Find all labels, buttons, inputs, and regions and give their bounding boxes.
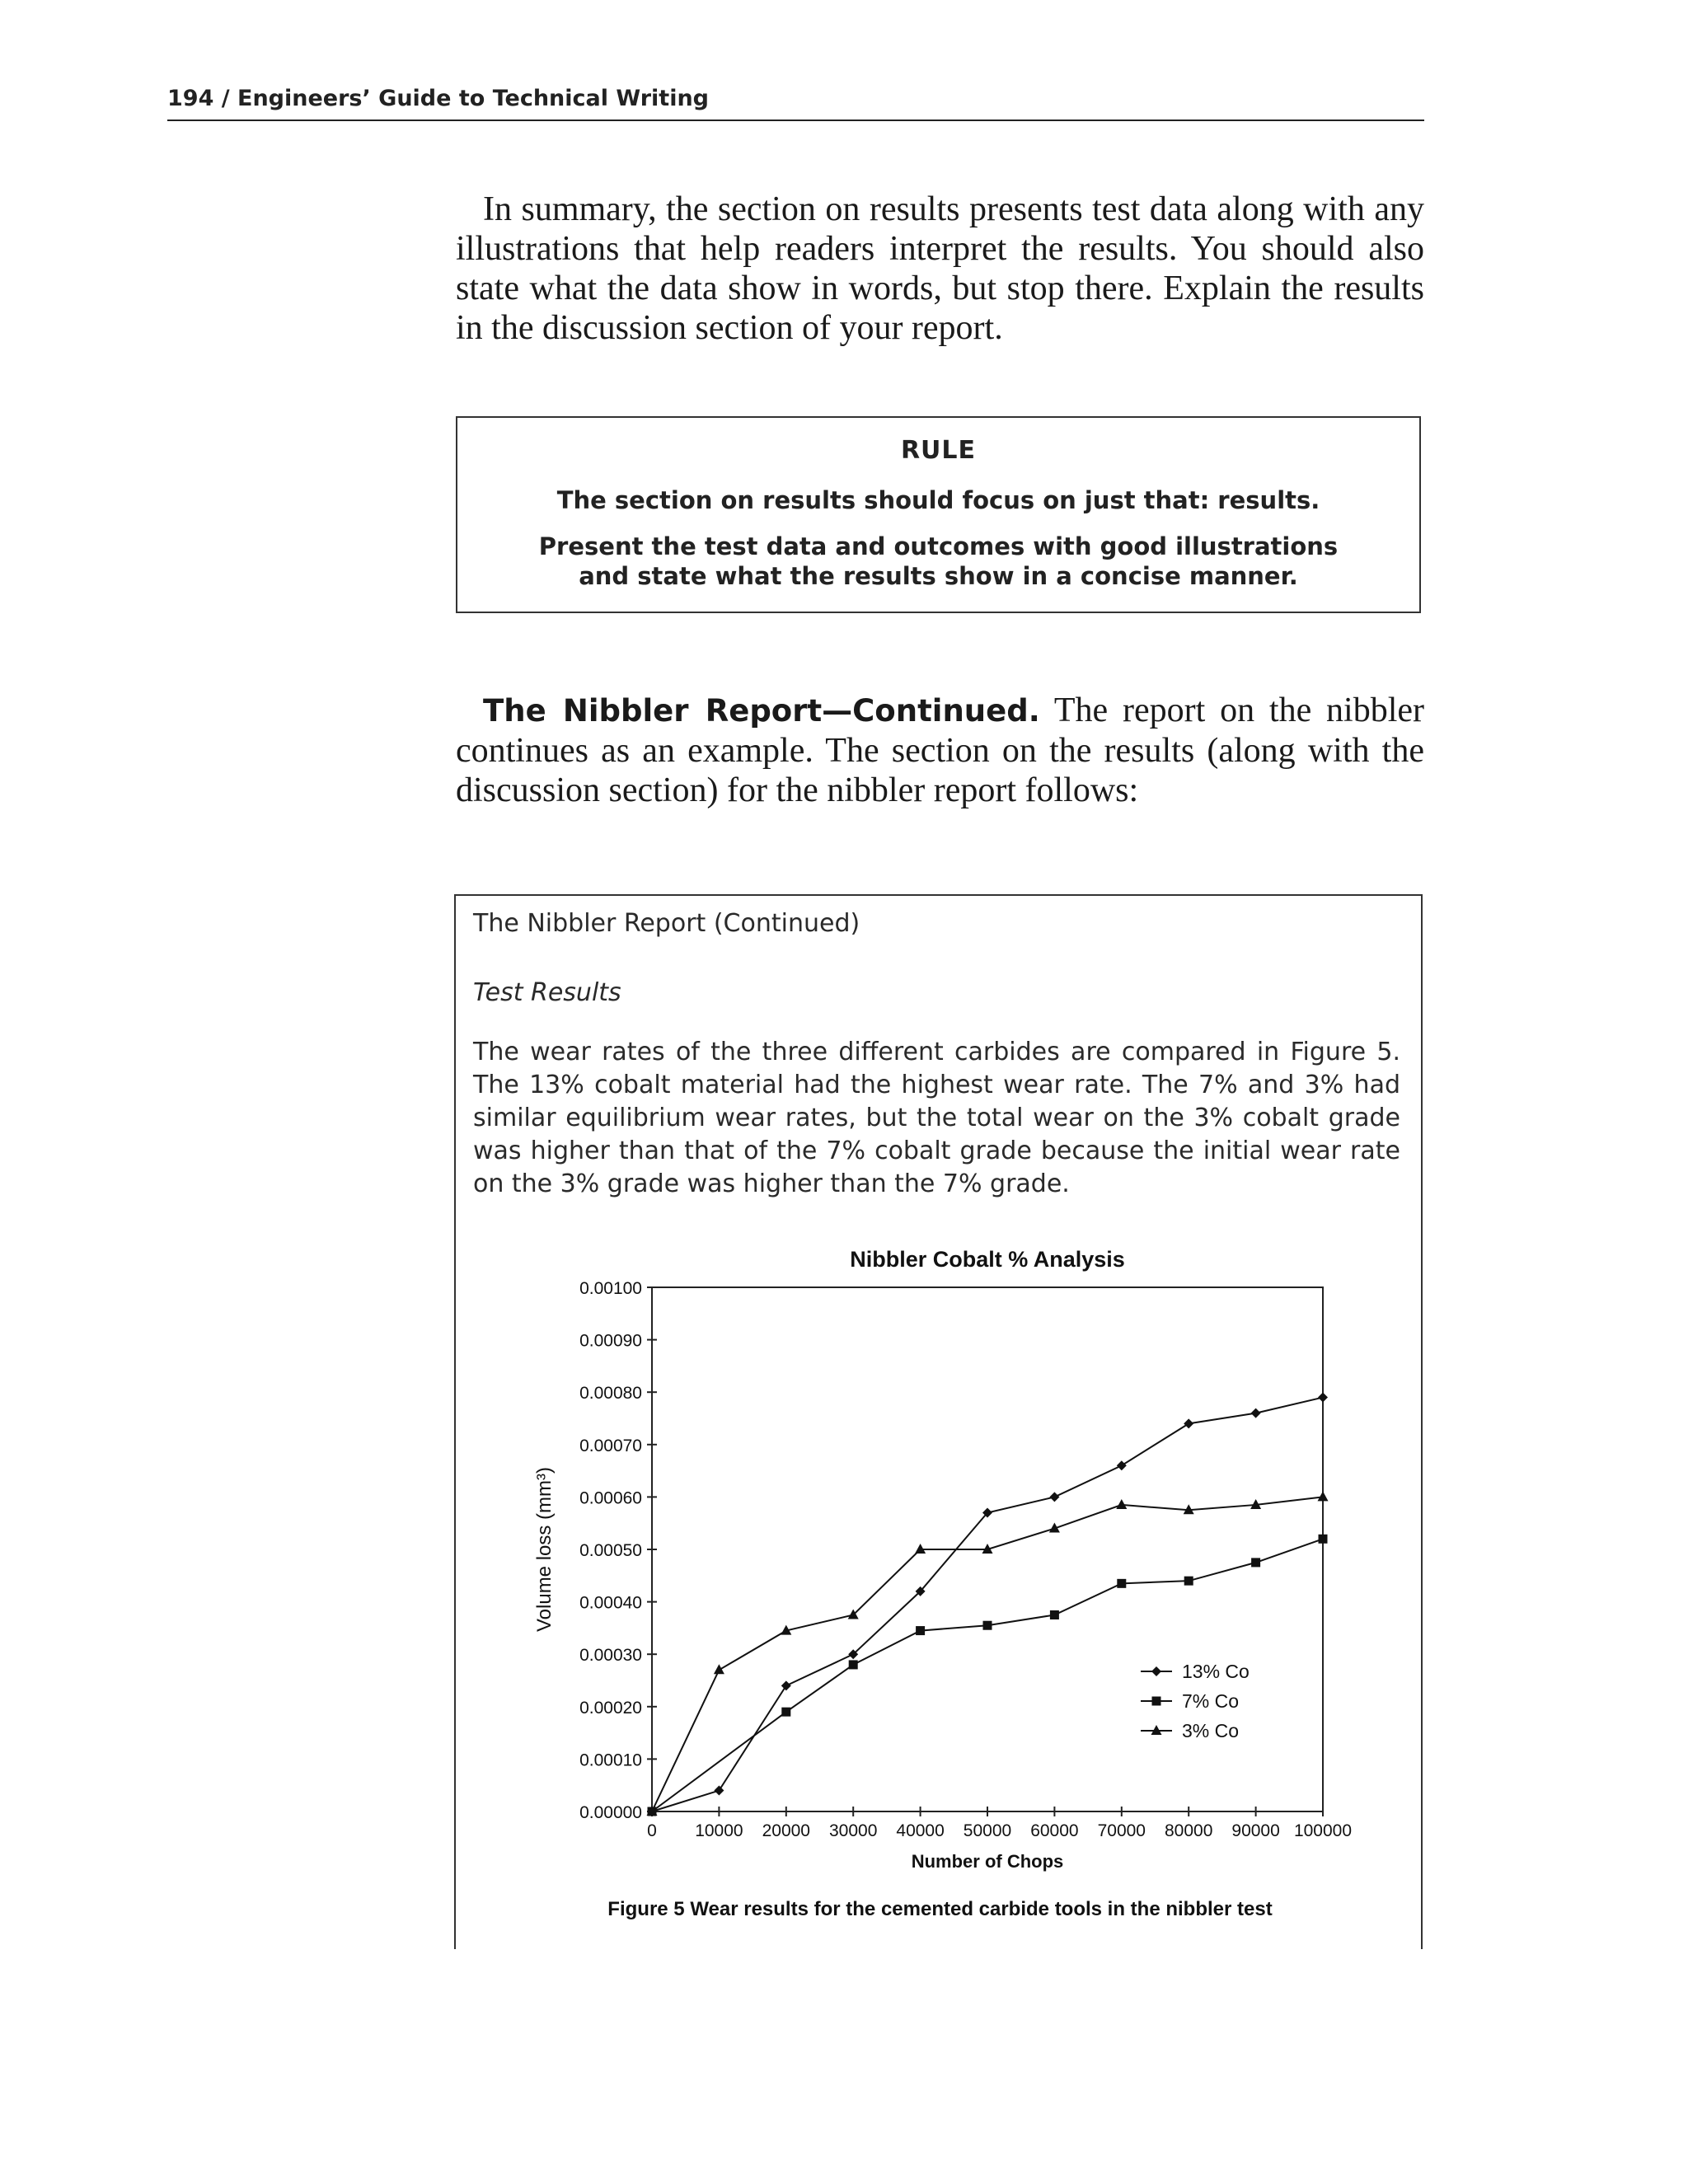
data-point-series-2 [1050,1610,1059,1619]
data-point-series-2 [849,1660,858,1669]
legend-label-2: 7% Co [1182,1690,1240,1712]
data-point-series-3 [1318,1491,1329,1501]
y-tick-label: 0.00090 [579,1331,642,1351]
x-tick-label: 90000 [1231,1821,1280,1840]
y-tick-label: 0.00060 [579,1488,642,1508]
report-subheading: Test Results [473,978,621,1007]
data-point-series-1 [781,1680,791,1690]
data-point-series-1 [1184,1418,1193,1428]
data-point-series-1 [1049,1492,1059,1502]
figure-caption: Figure 5 Wear results for the cemented carbide tools in the nibbler test [607,1898,1273,1920]
report-paragraph: The wear rates of the three different carbides are compared in Figure 5. The 13% cobalt material had the highest wear rate. The 7% and 3% had similar equilibrium wear rates, but the total wear on the 3% cobalt grade was higher than that of the 7% cobalt grade because the initial wear rate on the 3% grade was higher than the 7% grade. [473,1038,1400,1198]
x-axis-label: Number of Chops [911,1851,1064,1872]
x-tick-label: 70000 [1097,1821,1146,1840]
data-point-series-2 [781,1708,790,1717]
nibbler-intro-text: The report on the nibbler continues as an example. The section on the results (along with the discussion section) for the nibbler report follows: [456,691,1425,809]
legend-marker-1 [1151,1666,1161,1676]
rule-line-1: The section on results should focus on just that: results. [556,486,1320,514]
nibbler-run-in-heading: The Nibbler Report—Continued. [483,693,1040,729]
y-tick-label: 0.00080 [579,1384,642,1404]
rule-line-3: and state what the results show in a concise manner. [579,562,1298,590]
data-point-series-2 [1184,1577,1193,1586]
y-tick-label: 0.00010 [579,1750,642,1770]
y-tick-label: 0.00040 [579,1593,642,1613]
x-tick-label: 10000 [695,1821,743,1840]
legend-label-1: 13% Co [1182,1661,1250,1682]
series-line-1 [652,1398,1323,1811]
x-tick-label: 60000 [1030,1821,1079,1840]
data-point-series-1 [1318,1393,1328,1403]
chart-title: Nibbler Cobalt % Analysis [850,1247,1125,1272]
y-tick-label: 0.00050 [579,1541,642,1560]
x-tick-label: 40000 [896,1821,945,1840]
running-head: 194 / Engineers’ Guide to Technical Writing [167,86,710,111]
rule-line-2: Present the test data and outcomes with good illustrations [538,532,1339,560]
data-point-series-2 [983,1621,992,1630]
y-tick-label: 0.00020 [579,1698,642,1718]
x-tick-label: 80000 [1164,1821,1213,1840]
legend-marker-2 [1152,1697,1161,1706]
y-tick-label: 0.00070 [579,1436,642,1455]
data-point-series-1 [1117,1460,1127,1470]
y-axis-label: Volume loss (mm³) [533,1466,556,1633]
data-point-series-2 [1251,1558,1260,1567]
data-point-series-1 [1251,1408,1261,1418]
y-tick-label: 0.00100 [579,1279,642,1298]
y-tick-label: 0.00000 [579,1803,642,1822]
summary-text: In summary, the section on results presents test data along with any illustrations that help readers interpret the results. You should also state what the data show in words, but stop there. Explain the results in the discussion section of your report. [456,190,1424,347]
data-point-series-2 [916,1626,925,1635]
x-tick-label: 20000 [762,1821,811,1840]
data-point-series-1 [714,1786,724,1796]
x-tick-label: 100000 [1293,1821,1353,1840]
data-point-series-2 [1117,1579,1126,1588]
report-heading: The Nibbler Report (Continued) [473,909,860,938]
data-point-series-3 [714,1664,724,1674]
y-tick-label: 0.00030 [579,1646,642,1666]
data-point-series-2 [1319,1535,1328,1544]
x-tick-label: 50000 [963,1821,1012,1840]
x-tick-label: 30000 [828,1821,878,1840]
data-point-series-3 [1116,1499,1127,1509]
legend-label-3: 3% Co [1182,1720,1240,1741]
rule-title: RULE [900,436,977,465]
x-tick-label: 0 [647,1821,657,1840]
